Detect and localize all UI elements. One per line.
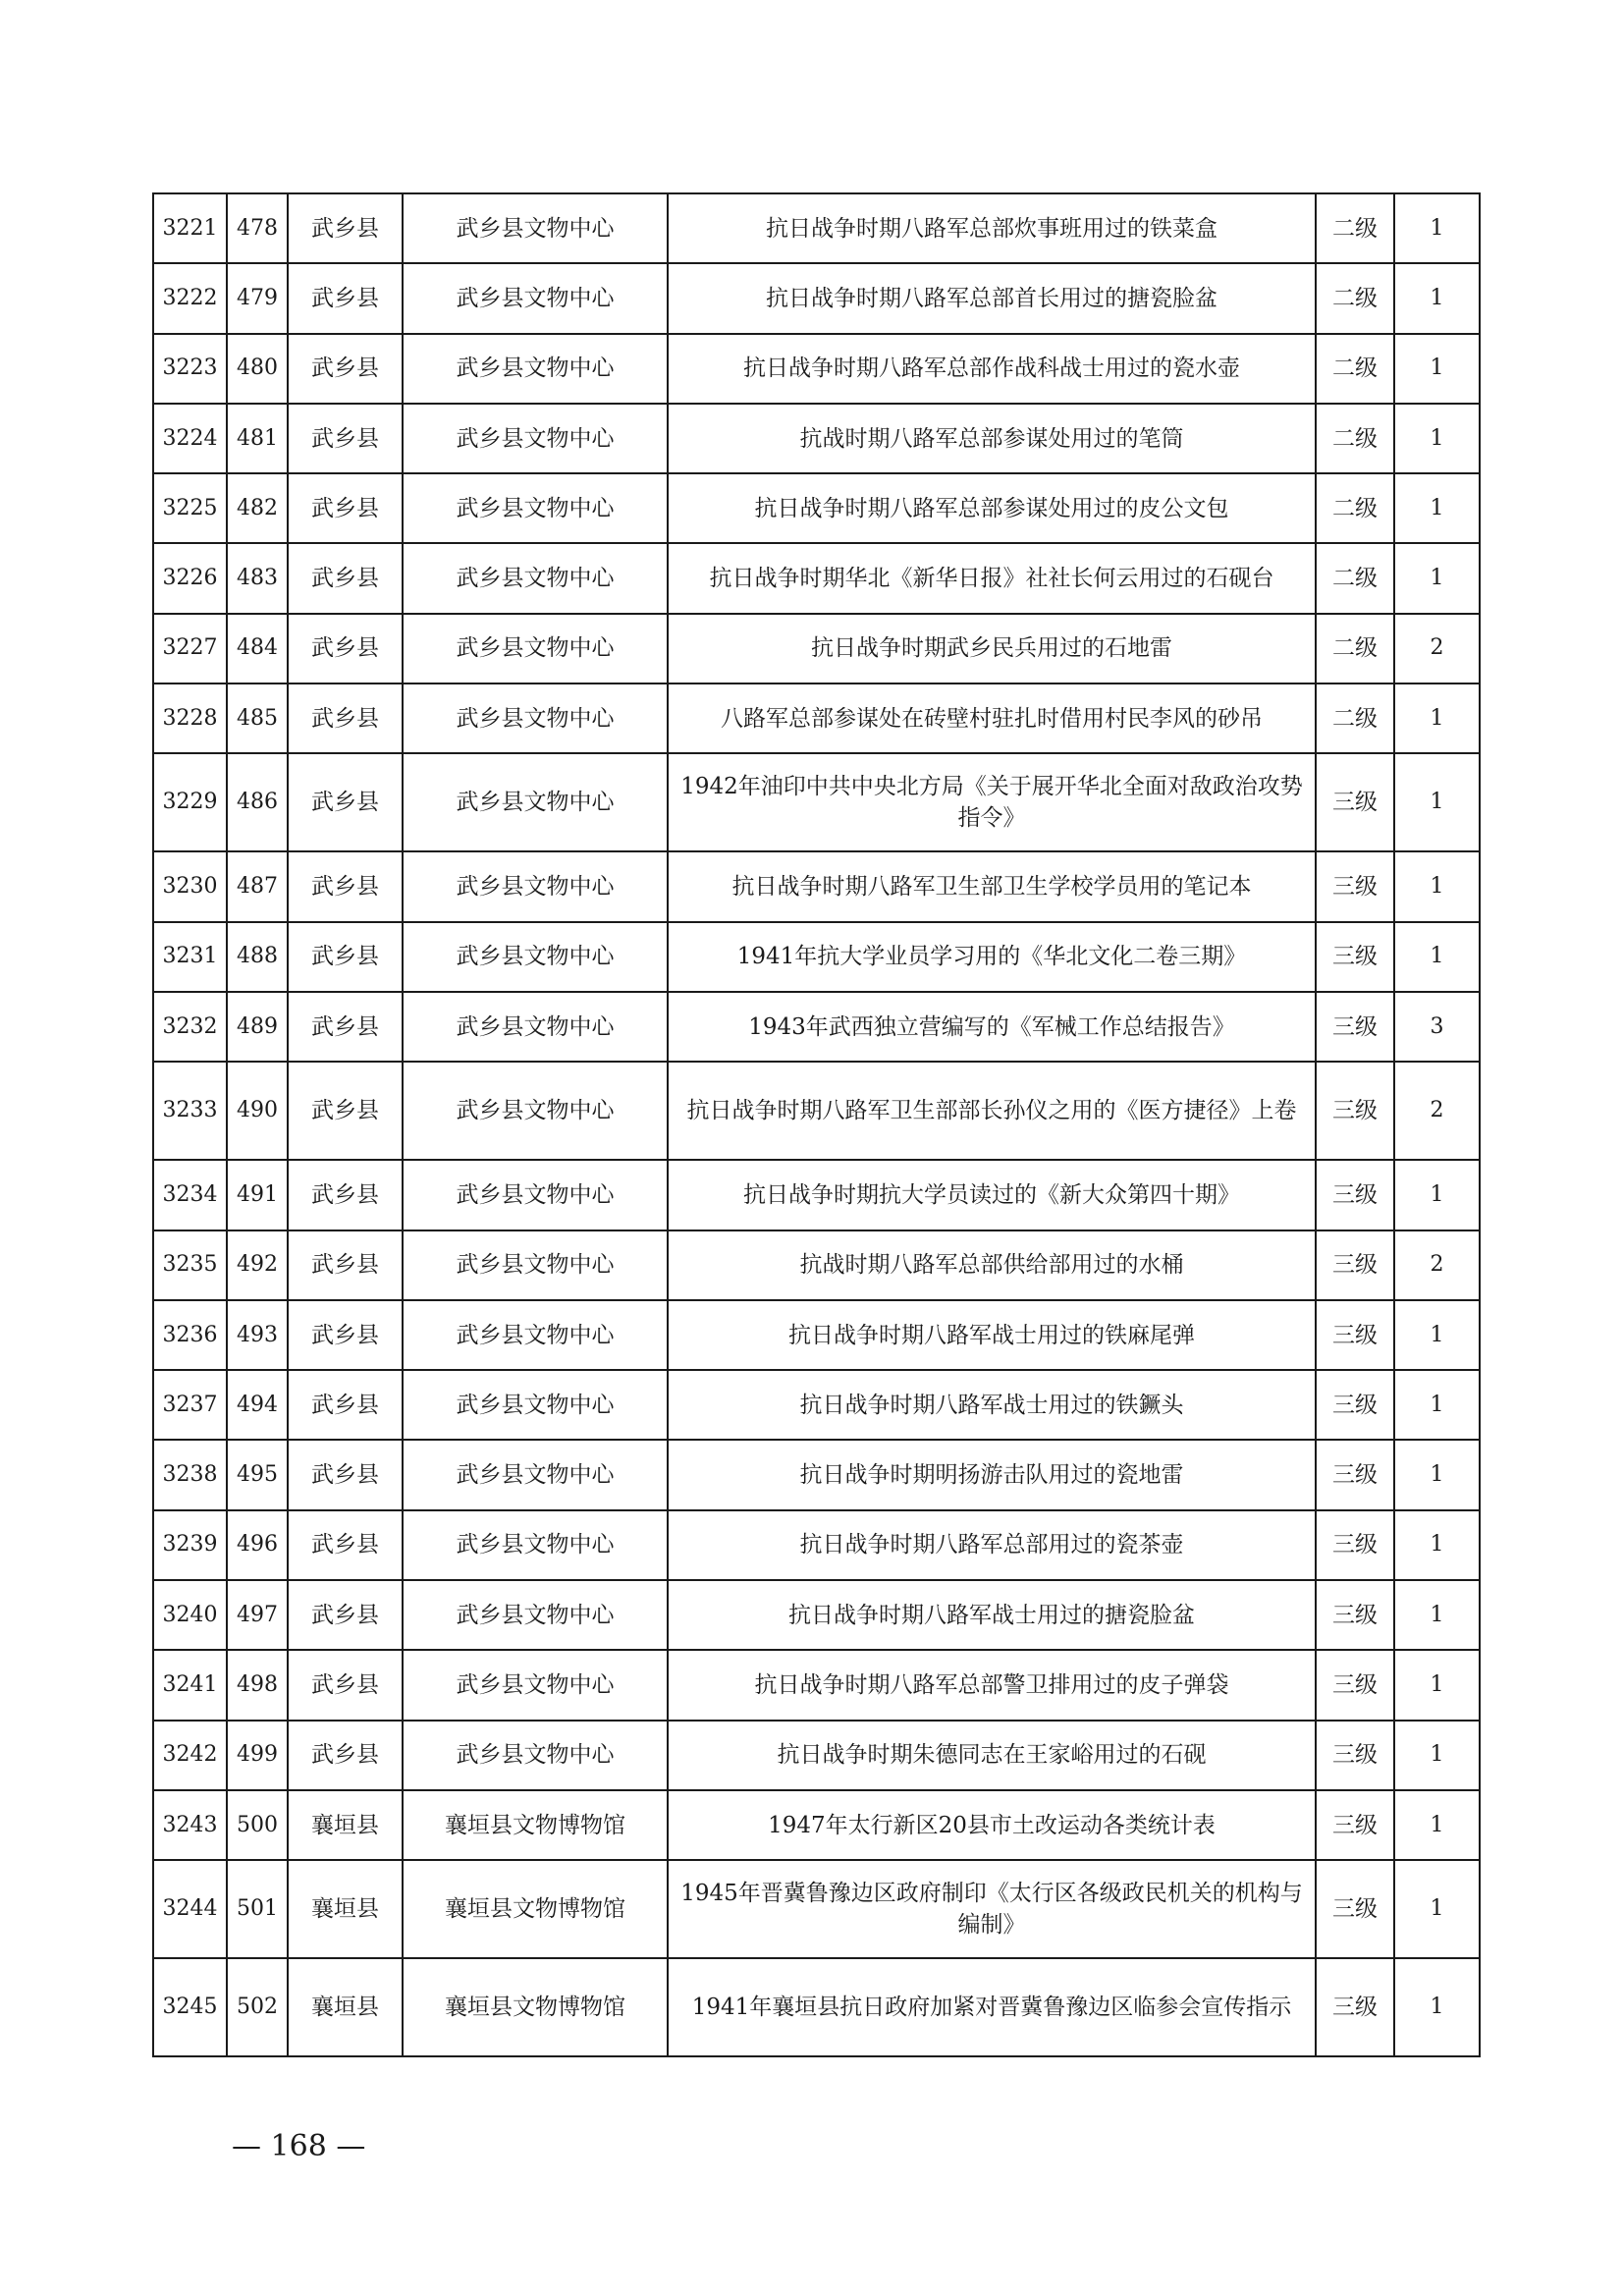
table-body xyxy=(153,193,1480,2056)
table-row xyxy=(153,543,1480,613)
sub-number-cell: 500 xyxy=(227,1790,288,1860)
county-cell: 武乡县 xyxy=(288,992,403,1062)
unit-cell: 武乡县文物中心 xyxy=(403,753,668,851)
seq-number-cell: 3232 xyxy=(153,992,227,1062)
grade-cell: 三级 xyxy=(1316,1300,1394,1370)
relic-name-cell: 1941年襄垣县抗日政府加紧对晋冀鲁豫边区临参会宣传指示 xyxy=(668,1958,1316,2056)
sub-number-cell: 497 xyxy=(227,1580,288,1650)
quantity-cell: 1 xyxy=(1394,473,1480,543)
sub-number-cell: 481 xyxy=(227,404,288,473)
sub-number-cell: 495 xyxy=(227,1440,288,1509)
table-row xyxy=(153,683,1480,753)
sub-number-cell: 483 xyxy=(227,543,288,613)
relic-name-cell: 抗日战争时期明扬游击队用过的瓷地雷 xyxy=(668,1440,1316,1509)
relic-name-cell: 抗日战争时期八路军卫生部卫生学校学员用的笔记本 xyxy=(668,851,1316,921)
quantity-cell: 2 xyxy=(1394,1230,1480,1300)
relic-name-cell: 抗日战争时期八路军总部参谋处用过的皮公文包 xyxy=(668,473,1316,543)
quantity-cell: 1 xyxy=(1394,1160,1480,1230)
grade-cell: 三级 xyxy=(1316,1510,1394,1580)
quantity-cell: 2 xyxy=(1394,614,1480,683)
unit-cell: 武乡县文物中心 xyxy=(403,1230,668,1300)
county-cell: 武乡县 xyxy=(288,263,403,333)
quantity-cell: 1 xyxy=(1394,1300,1480,1370)
county-cell: 襄垣县 xyxy=(288,1860,403,1958)
sub-number-cell: 486 xyxy=(227,753,288,851)
grade-cell: 二级 xyxy=(1316,473,1394,543)
seq-number-cell: 3239 xyxy=(153,1510,227,1580)
sub-number-cell: 502 xyxy=(227,1958,288,2056)
quantity-cell: 1 xyxy=(1394,1860,1480,1958)
table-row xyxy=(153,193,1480,263)
relic-name-cell: 抗日战争时期华北《新华日报》社社长何云用过的石砚台 xyxy=(668,543,1316,613)
sub-number-cell: 489 xyxy=(227,992,288,1062)
quantity-cell: 2 xyxy=(1394,1062,1480,1160)
county-cell: 武乡县 xyxy=(288,753,403,851)
relic-name-cell: 1945年晋冀鲁豫边区政府制印《太行区各级政民机关的机构与编制》 xyxy=(668,1860,1316,1958)
sub-number-cell: 488 xyxy=(227,922,288,992)
table-row xyxy=(153,1790,1480,1860)
relic-name-cell: 抗日战争时期朱德同志在王家峪用过的石砚 xyxy=(668,1721,1316,1790)
table-row xyxy=(153,263,1480,333)
sub-number-cell: 499 xyxy=(227,1721,288,1790)
table-row xyxy=(153,473,1480,543)
seq-number-cell: 3244 xyxy=(153,1860,227,1958)
relic-name-cell: 抗日战争时期八路军战士用过的搪瓷脸盆 xyxy=(668,1580,1316,1650)
table-row xyxy=(153,1440,1480,1509)
quantity-cell: 1 xyxy=(1394,1790,1480,1860)
county-cell: 武乡县 xyxy=(288,1510,403,1580)
page-number: — 168 — xyxy=(232,2129,366,2163)
seq-number-cell: 3227 xyxy=(153,614,227,683)
grade-cell: 二级 xyxy=(1316,193,1394,263)
county-cell: 武乡县 xyxy=(288,1580,403,1650)
relic-name-cell: 1942年油印中共中央北方局《关于展开华北全面对敌政治攻势指令》 xyxy=(668,753,1316,851)
quantity-cell: 1 xyxy=(1394,753,1480,851)
table-row xyxy=(153,1721,1480,1790)
unit-cell: 武乡县文物中心 xyxy=(403,1580,668,1650)
grade-cell: 二级 xyxy=(1316,334,1394,404)
table-row xyxy=(153,1300,1480,1370)
grade-cell: 三级 xyxy=(1316,1650,1394,1720)
grade-cell: 三级 xyxy=(1316,1160,1394,1230)
unit-cell: 武乡县文物中心 xyxy=(403,1650,668,1720)
relic-name-cell: 1941年抗大学业员学习用的《华北文化二卷三期》 xyxy=(668,922,1316,992)
seq-number-cell: 3245 xyxy=(153,1958,227,2056)
county-cell: 武乡县 xyxy=(288,851,403,921)
quantity-cell: 1 xyxy=(1394,851,1480,921)
quantity-cell: 1 xyxy=(1394,1721,1480,1790)
county-cell: 武乡县 xyxy=(288,922,403,992)
seq-number-cell: 3225 xyxy=(153,473,227,543)
county-cell: 武乡县 xyxy=(288,1721,403,1790)
sub-number-cell: 484 xyxy=(227,614,288,683)
county-cell: 武乡县 xyxy=(288,1062,403,1160)
unit-cell: 武乡县文物中心 xyxy=(403,1300,668,1370)
grade-cell: 三级 xyxy=(1316,1370,1394,1440)
grade-cell: 三级 xyxy=(1316,922,1394,992)
quantity-cell: 1 xyxy=(1394,193,1480,263)
sub-number-cell: 491 xyxy=(227,1160,288,1230)
seq-number-cell: 3238 xyxy=(153,1440,227,1509)
grade-cell: 三级 xyxy=(1316,851,1394,921)
unit-cell: 武乡县文物中心 xyxy=(403,1440,668,1509)
seq-number-cell: 3224 xyxy=(153,404,227,473)
unit-cell: 武乡县文物中心 xyxy=(403,193,668,263)
county-cell: 襄垣县 xyxy=(288,1790,403,1860)
unit-cell: 武乡县文物中心 xyxy=(403,1721,668,1790)
quantity-cell: 1 xyxy=(1394,1580,1480,1650)
sub-number-cell: 493 xyxy=(227,1300,288,1370)
seq-number-cell: 3226 xyxy=(153,543,227,613)
unit-cell: 武乡县文物中心 xyxy=(403,1370,668,1440)
quantity-cell: 1 xyxy=(1394,1650,1480,1720)
sub-number-cell: 480 xyxy=(227,334,288,404)
county-cell: 武乡县 xyxy=(288,1160,403,1230)
grade-cell: 三级 xyxy=(1316,1230,1394,1300)
grade-cell: 二级 xyxy=(1316,683,1394,753)
grade-cell: 三级 xyxy=(1316,992,1394,1062)
grade-cell: 二级 xyxy=(1316,263,1394,333)
seq-number-cell: 3221 xyxy=(153,193,227,263)
county-cell: 武乡县 xyxy=(288,683,403,753)
relic-name-cell: 抗战时期八路军总部参谋处用过的笔筒 xyxy=(668,404,1316,473)
seq-number-cell: 3223 xyxy=(153,334,227,404)
grade-cell: 二级 xyxy=(1316,404,1394,473)
unit-cell: 襄垣县文物博物馆 xyxy=(403,1860,668,1958)
table-row xyxy=(153,1230,1480,1300)
unit-cell: 武乡县文物中心 xyxy=(403,614,668,683)
relic-name-cell: 八路军总部参谋处在砖壁村驻扎时借用村民李风的砂吊 xyxy=(668,683,1316,753)
unit-cell: 武乡县文物中心 xyxy=(403,404,668,473)
relic-name-cell: 抗日战争时期八路军总部警卫排用过的皮子弹袋 xyxy=(668,1650,1316,1720)
sub-number-cell: 478 xyxy=(227,193,288,263)
county-cell: 武乡县 xyxy=(288,1440,403,1509)
relic-name-cell: 1947年太行新区20县市土改运动各类统计表 xyxy=(668,1790,1316,1860)
table-row xyxy=(153,1650,1480,1720)
county-cell: 武乡县 xyxy=(288,1230,403,1300)
sub-number-cell: 494 xyxy=(227,1370,288,1440)
county-cell: 武乡县 xyxy=(288,193,403,263)
grade-cell: 三级 xyxy=(1316,1440,1394,1509)
unit-cell: 武乡县文物中心 xyxy=(403,683,668,753)
relic-name-cell: 抗战时期八路军总部供给部用过的水桶 xyxy=(668,1230,1316,1300)
relic-name-cell: 抗日战争时期八路军总部炊事班用过的铁菜盒 xyxy=(668,193,1316,263)
relic-name-cell: 抗日战争时期八路军总部首长用过的搪瓷脸盆 xyxy=(668,263,1316,333)
table-row xyxy=(153,851,1480,921)
grade-cell: 三级 xyxy=(1316,1860,1394,1958)
unit-cell: 武乡县文物中心 xyxy=(403,334,668,404)
county-cell: 武乡县 xyxy=(288,473,403,543)
seq-number-cell: 3242 xyxy=(153,1721,227,1790)
unit-cell: 武乡县文物中心 xyxy=(403,922,668,992)
relic-name-cell: 1943年武西独立营编写的《军械工作总结报告》 xyxy=(668,992,1316,1062)
seq-number-cell: 3233 xyxy=(153,1062,227,1160)
county-cell: 武乡县 xyxy=(288,404,403,473)
quantity-cell: 3 xyxy=(1394,992,1480,1062)
sub-number-cell: 498 xyxy=(227,1650,288,1720)
table-row xyxy=(153,753,1480,851)
seq-number-cell: 3222 xyxy=(153,263,227,333)
relic-name-cell: 抗日战争时期抗大学员读过的《新大众第四十期》 xyxy=(668,1160,1316,1230)
grade-cell: 二级 xyxy=(1316,543,1394,613)
sub-number-cell: 490 xyxy=(227,1062,288,1160)
quantity-cell: 1 xyxy=(1394,263,1480,333)
unit-cell: 襄垣县文物博物馆 xyxy=(403,1790,668,1860)
county-cell: 武乡县 xyxy=(288,614,403,683)
grade-cell: 二级 xyxy=(1316,614,1394,683)
seq-number-cell: 3229 xyxy=(153,753,227,851)
grade-cell: 三级 xyxy=(1316,1062,1394,1160)
seq-number-cell: 3237 xyxy=(153,1370,227,1440)
unit-cell: 武乡县文物中心 xyxy=(403,851,668,921)
seq-number-cell: 3231 xyxy=(153,922,227,992)
seq-number-cell: 3234 xyxy=(153,1160,227,1230)
quantity-cell: 1 xyxy=(1394,1370,1480,1440)
table-row xyxy=(153,404,1480,473)
quantity-cell: 1 xyxy=(1394,1510,1480,1580)
county-cell: 武乡县 xyxy=(288,1650,403,1720)
sub-number-cell: 485 xyxy=(227,683,288,753)
relics-table xyxy=(152,192,1481,2057)
table-row xyxy=(153,334,1480,404)
table-row xyxy=(153,1510,1480,1580)
relic-name-cell: 抗日战争时期八路军总部作战科战士用过的瓷水壶 xyxy=(668,334,1316,404)
sub-number-cell: 501 xyxy=(227,1860,288,1958)
relic-name-cell: 抗日战争时期八路军卫生部部长孙仪之用的《医方捷径》上卷 xyxy=(668,1062,1316,1160)
table-row xyxy=(153,922,1480,992)
relic-name-cell: 抗日战争时期八路军总部用过的瓷茶壶 xyxy=(668,1510,1316,1580)
seq-number-cell: 3243 xyxy=(153,1790,227,1860)
table-row xyxy=(153,1580,1480,1650)
seq-number-cell: 3228 xyxy=(153,683,227,753)
seq-number-cell: 3230 xyxy=(153,851,227,921)
grade-cell: 三级 xyxy=(1316,1790,1394,1860)
quantity-cell: 1 xyxy=(1394,334,1480,404)
grade-cell: 三级 xyxy=(1316,1958,1394,2056)
county-cell: 武乡县 xyxy=(288,543,403,613)
relic-name-cell: 抗日战争时期八路军战士用过的铁麻尾弹 xyxy=(668,1300,1316,1370)
unit-cell: 武乡县文物中心 xyxy=(403,1062,668,1160)
county-cell: 武乡县 xyxy=(288,334,403,404)
quantity-cell: 1 xyxy=(1394,404,1480,473)
seq-number-cell: 3240 xyxy=(153,1580,227,1650)
unit-cell: 武乡县文物中心 xyxy=(403,263,668,333)
relic-name-cell: 抗日战争时期八路军战士用过的铁鐝头 xyxy=(668,1370,1316,1440)
sub-number-cell: 479 xyxy=(227,263,288,333)
quantity-cell: 1 xyxy=(1394,543,1480,613)
relic-name-cell: 抗日战争时期武乡民兵用过的石地雷 xyxy=(668,614,1316,683)
grade-cell: 三级 xyxy=(1316,1721,1394,1790)
table-row xyxy=(153,1062,1480,1160)
unit-cell: 武乡县文物中心 xyxy=(403,992,668,1062)
table-row xyxy=(153,1958,1480,2056)
seq-number-cell: 3241 xyxy=(153,1650,227,1720)
quantity-cell: 1 xyxy=(1394,683,1480,753)
county-cell: 武乡县 xyxy=(288,1300,403,1370)
sub-number-cell: 482 xyxy=(227,473,288,543)
quantity-cell: 1 xyxy=(1394,1440,1480,1509)
unit-cell: 襄垣县文物博物馆 xyxy=(403,1958,668,2056)
seq-number-cell: 3236 xyxy=(153,1300,227,1370)
grade-cell: 三级 xyxy=(1316,1580,1394,1650)
sub-number-cell: 487 xyxy=(227,851,288,921)
sub-number-cell: 496 xyxy=(227,1510,288,1580)
unit-cell: 武乡县文物中心 xyxy=(403,543,668,613)
quantity-cell: 1 xyxy=(1394,1958,1480,2056)
table-row xyxy=(153,1370,1480,1440)
table-row xyxy=(153,1860,1480,1958)
unit-cell: 武乡县文物中心 xyxy=(403,1510,668,1580)
table-row xyxy=(153,614,1480,683)
table-row xyxy=(153,992,1480,1062)
quantity-cell: 1 xyxy=(1394,922,1480,992)
sub-number-cell: 492 xyxy=(227,1230,288,1300)
grade-cell: 三级 xyxy=(1316,753,1394,851)
unit-cell: 武乡县文物中心 xyxy=(403,473,668,543)
seq-number-cell: 3235 xyxy=(153,1230,227,1300)
county-cell: 武乡县 xyxy=(288,1370,403,1440)
unit-cell: 武乡县文物中心 xyxy=(403,1160,668,1230)
table-row xyxy=(153,1160,1480,1230)
county-cell: 襄垣县 xyxy=(288,1958,403,2056)
